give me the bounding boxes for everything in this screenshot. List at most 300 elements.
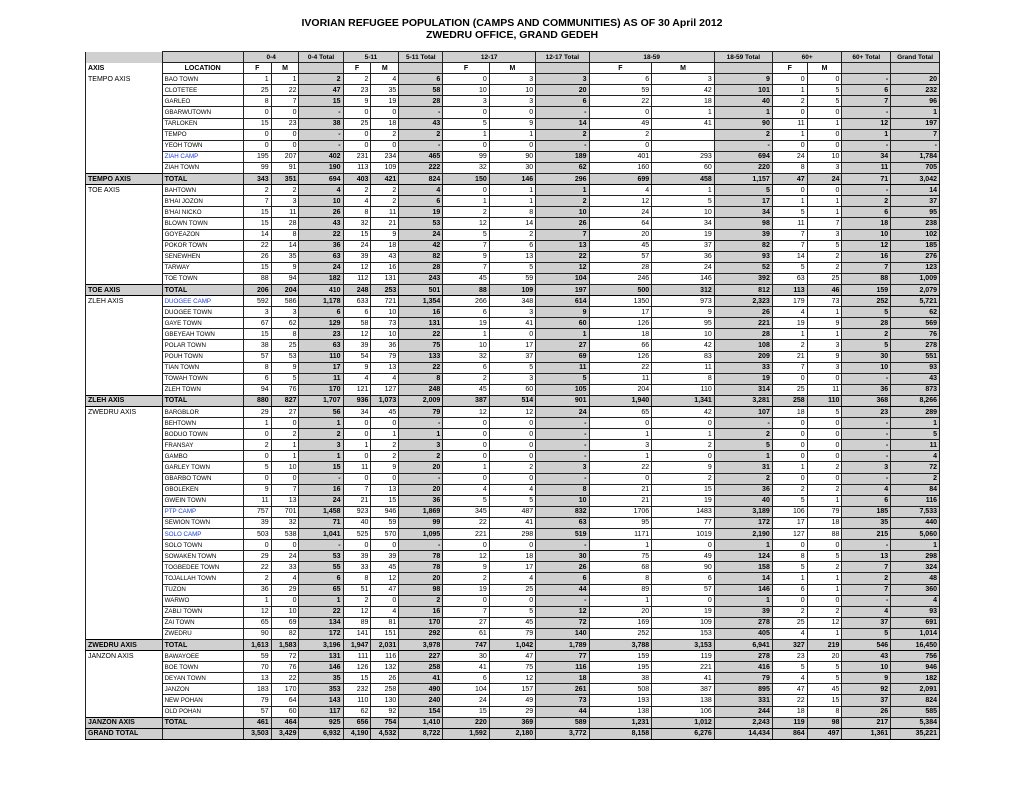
subtotal-cell: 1 — [299, 418, 343, 429]
total-label: TOTAL — [162, 717, 243, 728]
value-cell: 508 — [589, 684, 652, 695]
subtotal-cell: 26 — [714, 307, 772, 318]
value-cell: 1 — [489, 185, 535, 196]
value-cell: 4 — [772, 628, 807, 639]
subtotal-cell: 40 — [714, 96, 772, 107]
value-cell: 0 — [343, 429, 371, 440]
value-cell: 11 — [589, 373, 652, 384]
axis-total-label: ZWEDRU AXIS — [86, 639, 163, 650]
subtotal-cell: 1,041 — [299, 529, 343, 540]
table-row — [86, 662, 940, 673]
value-cell: 2 — [343, 185, 371, 196]
header-male: M — [652, 63, 715, 74]
total-value-cell: 1,341 — [652, 395, 715, 406]
value-cell: 0 — [807, 429, 842, 440]
subtotal-cell: 48 — [891, 573, 940, 584]
value-cell: 1 — [807, 573, 842, 584]
total-value-cell: 119 — [772, 717, 807, 728]
subtotal-cell: 133 — [399, 351, 443, 362]
subtotal-cell: - — [536, 473, 589, 484]
subtotal-cell: 2 — [842, 573, 891, 584]
value-cell: 0 — [772, 595, 807, 606]
subtotal-cell: 39 — [714, 606, 772, 617]
subtotal-cell: 116 — [536, 662, 589, 673]
subtotal-cell: 28 — [399, 96, 443, 107]
subtotal-cell: 9 — [714, 74, 772, 85]
value-cell: 109 — [652, 617, 715, 628]
table-row — [86, 684, 940, 695]
location-cell: CLOTETEE — [162, 85, 243, 96]
subtotal-cell: 72 — [891, 462, 940, 473]
value-cell: 82 — [271, 628, 299, 639]
value-cell: 151 — [371, 628, 399, 639]
table-row — [86, 517, 940, 528]
location-cell: GBARBO TOWN — [162, 473, 243, 484]
value-cell: 2 — [371, 451, 399, 462]
value-cell: 8 — [271, 329, 299, 340]
value-cell: 127 — [371, 384, 399, 395]
value-cell: 179 — [772, 296, 807, 307]
value-cell: 0 — [371, 140, 399, 151]
subtotal-cell: 62 — [891, 307, 940, 318]
value-cell: 95 — [589, 517, 652, 528]
subtotal-cell: 53 — [299, 551, 343, 562]
header-blank — [86, 52, 163, 63]
value-cell: 183 — [243, 684, 271, 695]
value-cell: 3 — [243, 307, 271, 318]
value-cell: 0 — [371, 107, 399, 118]
subtotal-cell: 43 — [891, 373, 940, 384]
value-cell: 1 — [243, 418, 271, 429]
value-cell: 32 — [443, 351, 489, 362]
value-cell: 24 — [271, 551, 299, 562]
value-cell: 32 — [343, 218, 371, 229]
value-cell: 4 — [371, 606, 399, 617]
value-cell: 75 — [489, 662, 535, 673]
value-cell: 0 — [772, 540, 807, 551]
value-cell: 0 — [271, 540, 299, 551]
axis-cell — [86, 318, 163, 329]
subtotal-cell: 691 — [891, 617, 940, 628]
value-cell: 9 — [443, 251, 489, 262]
location-cell: ZABLI TOWN — [162, 606, 243, 617]
value-cell: 2 — [371, 129, 399, 140]
total-value-cell: 8,266 — [891, 395, 940, 406]
value-cell: 89 — [343, 617, 371, 628]
subtotal-cell: 17 — [714, 196, 772, 207]
total-value-cell: 387 — [443, 395, 489, 406]
location-cell: FRANSAY — [162, 440, 243, 451]
value-cell: 116 — [371, 651, 399, 662]
value-cell: 89 — [589, 584, 652, 595]
location-cell: TEMPO — [162, 129, 243, 140]
value-cell: 126 — [589, 351, 652, 362]
value-cell: 20 — [589, 229, 652, 240]
subtotal-cell: 38 — [299, 118, 343, 129]
subtotal-cell: 84 — [891, 484, 940, 495]
subtotal-cell: 124 — [714, 551, 772, 562]
location-cell: DEYAN TOWN — [162, 673, 243, 684]
subtotal-cell: - — [536, 451, 589, 462]
subtotal-cell: 105 — [536, 384, 589, 395]
subtotal-cell: 76 — [891, 329, 940, 340]
value-cell: 0 — [343, 418, 371, 429]
subtotal-cell: 20 — [399, 484, 443, 495]
subtotal-cell: 4 — [399, 185, 443, 196]
value-cell: 25 — [343, 118, 371, 129]
value-cell: 1 — [652, 185, 715, 196]
subtotal-cell: 19 — [399, 207, 443, 218]
subtotal-cell: 222 — [399, 162, 443, 173]
value-cell: 32 — [443, 162, 489, 173]
subtotal-cell: 23 — [842, 407, 891, 418]
value-cell: 59 — [489, 273, 535, 284]
value-cell: 4 — [343, 373, 371, 384]
subtotal-cell: 551 — [891, 351, 940, 362]
value-cell: 3 — [807, 340, 842, 351]
table-row — [86, 296, 940, 307]
value-cell: 2 — [343, 595, 371, 606]
value-cell: 258 — [371, 684, 399, 695]
subtotal-cell: 3 — [299, 440, 343, 451]
value-cell: 2 — [489, 462, 535, 473]
value-cell: 58 — [343, 318, 371, 329]
value-cell: 90 — [489, 151, 535, 162]
value-cell: 293 — [652, 151, 715, 162]
subtotal-cell: 5 — [714, 185, 772, 196]
axis-cell — [86, 251, 163, 262]
subtotal-cell: 2,091 — [891, 684, 940, 695]
table-row — [86, 262, 940, 273]
value-cell: 3 — [807, 362, 842, 373]
value-cell: 77 — [652, 517, 715, 528]
value-cell: 32 — [271, 517, 299, 528]
value-cell: 1 — [271, 451, 299, 462]
subtotal-cell: 6 — [536, 573, 589, 584]
subtotal-cell: 6 — [299, 307, 343, 318]
value-cell: 41 — [443, 662, 489, 673]
value-cell: 4 — [371, 373, 399, 384]
value-cell: 11 — [371, 207, 399, 218]
subtotal-cell: 52 — [714, 262, 772, 273]
value-cell: 252 — [589, 628, 652, 639]
subtotal-cell: 26 — [536, 218, 589, 229]
value-cell: 30 — [489, 162, 535, 173]
subtotal-cell: 12 — [842, 240, 891, 251]
total-value-cell: 24 — [807, 174, 842, 185]
value-cell: 18 — [589, 329, 652, 340]
value-cell: 12 — [343, 329, 371, 340]
value-cell: 2 — [343, 74, 371, 85]
report-header — [0, 17, 1024, 41]
value-cell: 13 — [371, 484, 399, 495]
table-row — [86, 207, 940, 218]
subtotal-cell: - — [842, 440, 891, 451]
total-value-cell: 880 — [243, 395, 271, 406]
value-cell: 64 — [271, 695, 299, 706]
subtotal-cell: 143 — [299, 695, 343, 706]
axis-cell: ZWEDRU AXIS — [86, 407, 163, 418]
axis-cell — [86, 262, 163, 273]
value-cell: 8 — [652, 373, 715, 384]
header-group-cell: 60+ — [772, 52, 842, 63]
table-row — [86, 429, 940, 440]
subtotal-cell: 78 — [399, 562, 443, 573]
total-value-cell: 3,788 — [589, 639, 652, 650]
value-cell: 0 — [443, 440, 489, 451]
axis-total-label: TOE AXIS — [86, 284, 163, 295]
value-cell: 0 — [489, 451, 535, 462]
axis-cell — [86, 706, 163, 717]
total-value-cell: 159 — [842, 284, 891, 295]
value-cell: 2 — [443, 207, 489, 218]
subtotal-cell: 170 — [399, 617, 443, 628]
subtotal-cell: 78 — [399, 551, 443, 562]
subtotal-cell: 5 — [842, 340, 891, 351]
value-cell: 3 — [271, 196, 299, 207]
value-cell: 79 — [489, 628, 535, 639]
value-cell: 153 — [652, 628, 715, 639]
value-cell: 9 — [443, 562, 489, 573]
value-cell: 721 — [371, 296, 399, 307]
value-cell: 99 — [443, 151, 489, 162]
subtotal-cell: - — [299, 140, 343, 151]
table-row — [86, 251, 940, 262]
axis-cell — [86, 307, 163, 318]
subtotal-cell: - — [536, 107, 589, 118]
subtotal-cell: 2 — [714, 129, 772, 140]
axis-cell — [86, 96, 163, 107]
value-cell: 25 — [772, 617, 807, 628]
total-value-cell: 464 — [271, 717, 299, 728]
subtotal-cell: 14 — [536, 118, 589, 129]
value-cell: 0 — [772, 418, 807, 429]
subtotal-cell: 13 — [842, 551, 891, 562]
table-row — [86, 362, 940, 373]
location-cell: TOGBEDEE TOWN — [162, 562, 243, 573]
value-cell: 7 — [807, 218, 842, 229]
table-row — [86, 673, 940, 684]
total-value-cell: 936 — [343, 395, 371, 406]
header-group-cell: 60+ Total — [842, 52, 891, 63]
value-cell: 18 — [489, 551, 535, 562]
subtotal-cell: 215 — [842, 529, 891, 540]
table-row — [86, 85, 940, 96]
value-cell: 973 — [652, 296, 715, 307]
value-cell: 0 — [807, 129, 842, 140]
value-cell: 10 — [371, 307, 399, 318]
value-cell: 110 — [343, 695, 371, 706]
value-cell: 5 — [243, 462, 271, 473]
subtotal-cell: 22 — [299, 229, 343, 240]
value-cell: 4 — [343, 196, 371, 207]
value-cell: 1 — [652, 107, 715, 118]
value-cell: 9 — [271, 262, 299, 273]
location-cell: DUOGEE CAMP — [162, 296, 243, 307]
subtotal-cell: 39 — [714, 229, 772, 240]
value-cell: 3 — [489, 96, 535, 107]
header-group-cell: 5-11 Total — [399, 52, 443, 63]
total-value-cell: 1,073 — [371, 395, 399, 406]
value-cell: 570 — [371, 529, 399, 540]
subtotal-cell: 44 — [536, 706, 589, 717]
value-cell: 0 — [443, 418, 489, 429]
value-cell: 592 — [243, 296, 271, 307]
value-cell: 2 — [371, 185, 399, 196]
subtotal-cell: 55 — [299, 562, 343, 573]
header-blank — [299, 63, 343, 74]
subtotal-cell: 63 — [299, 340, 343, 351]
subtotal-cell: 30 — [536, 551, 589, 562]
axis-cell — [86, 628, 163, 639]
value-cell: 10 — [652, 207, 715, 218]
value-cell: 0 — [489, 418, 535, 429]
value-cell: 26 — [371, 673, 399, 684]
value-cell: 57 — [652, 584, 715, 595]
subtotal-cell: 36 — [714, 484, 772, 495]
subtotal-cell: 1,784 — [891, 151, 940, 162]
subtotal-cell: 26 — [842, 706, 891, 717]
subtotal-cell: 405 — [714, 628, 772, 639]
subtotal-cell: - — [842, 107, 891, 118]
value-cell: 126 — [589, 318, 652, 329]
subtotal-cell: 705 — [891, 162, 940, 173]
value-cell: 72 — [271, 651, 299, 662]
value-cell: 60 — [489, 384, 535, 395]
value-cell: 22 — [271, 85, 299, 96]
subtotal-cell: 824 — [891, 695, 940, 706]
subtotal-cell: 238 — [891, 218, 940, 229]
total-value-cell: 258 — [772, 395, 807, 406]
value-cell: 127 — [772, 529, 807, 540]
value-cell: 204 — [589, 384, 652, 395]
axis-cell — [86, 573, 163, 584]
grand-total-value-cell: 4,532 — [371, 728, 399, 739]
axis-total-row — [86, 395, 940, 406]
value-cell: 141 — [343, 628, 371, 639]
value-cell: 19 — [443, 584, 489, 595]
subtotal-cell: 185 — [891, 240, 940, 251]
subtotal-cell: 298 — [891, 551, 940, 562]
value-cell: 160 — [589, 162, 652, 173]
subtotal-cell: 182 — [891, 673, 940, 684]
subtotal-cell: 41 — [399, 673, 443, 684]
value-cell: 29 — [243, 407, 271, 418]
value-cell: 138 — [652, 695, 715, 706]
location-cell: TARWAY — [162, 262, 243, 273]
value-cell: 112 — [343, 273, 371, 284]
subtotal-cell: 131 — [399, 318, 443, 329]
subtotal-cell: - — [399, 473, 443, 484]
value-cell: 0 — [807, 74, 842, 85]
subtotal-cell: 104 — [536, 273, 589, 284]
subtotal-cell: 101 — [714, 85, 772, 96]
value-cell: 0 — [652, 540, 715, 551]
table-row — [86, 562, 940, 573]
value-cell: 28 — [589, 262, 652, 273]
total-value-cell: 1,410 — [399, 717, 443, 728]
value-cell: 2 — [443, 573, 489, 584]
value-cell: 1 — [243, 595, 271, 606]
axis-cell — [86, 517, 163, 528]
subtotal-cell: 18 — [536, 673, 589, 684]
subtotal-cell: 189 — [536, 151, 589, 162]
value-cell: 0 — [271, 140, 299, 151]
value-cell: 12 — [489, 673, 535, 684]
value-cell: 8 — [271, 229, 299, 240]
value-cell: 9 — [343, 96, 371, 107]
value-cell: 0 — [243, 429, 271, 440]
subtotal-cell: 2 — [842, 329, 891, 340]
header-male: M — [371, 63, 399, 74]
subtotal-cell: 585 — [891, 706, 940, 717]
value-cell: 23 — [772, 651, 807, 662]
subtotal-cell: 35 — [299, 673, 343, 684]
subtotal-cell: 65 — [299, 584, 343, 595]
value-cell: 0 — [243, 140, 271, 151]
value-cell: 12 — [343, 606, 371, 617]
subtotal-cell: 1 — [891, 107, 940, 118]
total-label: TOTAL — [162, 174, 243, 185]
value-cell: 538 — [271, 529, 299, 540]
value-cell: 586 — [271, 296, 299, 307]
axis-cell — [86, 240, 163, 251]
value-cell: 15 — [371, 495, 399, 506]
value-cell: 2 — [772, 484, 807, 495]
value-cell: 60 — [271, 706, 299, 717]
value-cell: 47 — [371, 584, 399, 595]
value-cell: 348 — [489, 296, 535, 307]
subtotal-cell: 77 — [536, 651, 589, 662]
value-cell: 119 — [652, 651, 715, 662]
subtotal-cell: 1 — [714, 595, 772, 606]
subtotal-cell: 240 — [399, 695, 443, 706]
grand-total-blank — [162, 728, 243, 739]
value-cell: 15 — [243, 329, 271, 340]
subtotal-cell: 20 — [399, 462, 443, 473]
subtotal-cell: - — [842, 74, 891, 85]
value-cell: 246 — [589, 273, 652, 284]
subtotal-cell: 252 — [842, 296, 891, 307]
location-cell: GBEYEAH TOWN — [162, 329, 243, 340]
location-cell: ZIAH CAMP — [162, 151, 243, 162]
subtotal-cell: 28 — [714, 329, 772, 340]
value-cell: 2 — [807, 262, 842, 273]
value-cell: 41 — [489, 318, 535, 329]
axis-cell: TOE AXIS — [86, 185, 163, 196]
value-cell: 1 — [589, 595, 652, 606]
value-cell: 3 — [443, 96, 489, 107]
subtotal-cell: 24 — [399, 229, 443, 240]
value-cell: 387 — [652, 684, 715, 695]
subtotal-cell: 490 — [399, 684, 443, 695]
value-cell: 18 — [371, 240, 399, 251]
value-cell: 1350 — [589, 296, 652, 307]
value-cell: 5 — [489, 495, 535, 506]
subtotal-cell: 134 — [299, 617, 343, 628]
table-row — [86, 451, 940, 462]
subtotal-cell: - — [842, 595, 891, 606]
subtotal-cell: 6 — [842, 207, 891, 218]
subtotal-cell: 209 — [714, 351, 772, 362]
grand-total-value-cell: 1,592 — [443, 728, 489, 739]
value-cell: 18 — [772, 407, 807, 418]
location-cell: SEWION TOWN — [162, 517, 243, 528]
value-cell: 110 — [652, 384, 715, 395]
subtotal-cell: 5,721 — [891, 296, 940, 307]
value-cell: 0 — [772, 451, 807, 462]
subtotal-cell: 22 — [299, 606, 343, 617]
